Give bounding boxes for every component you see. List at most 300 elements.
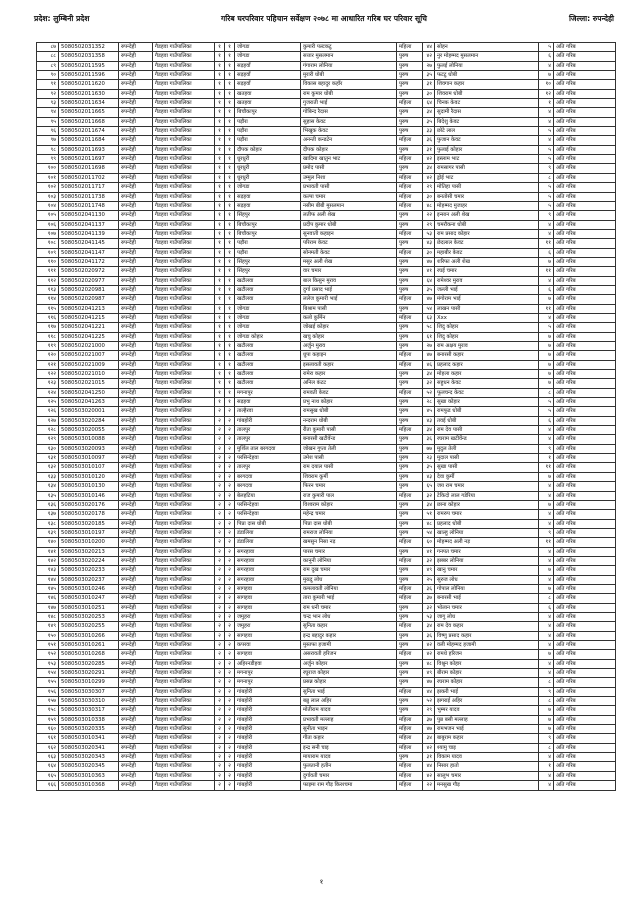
household-head-cell: अर्जुन मुराव <box>301 342 397 351</box>
district-cell: रुपन्देही <box>119 248 153 257</box>
poverty-category-cell: अति गरिब <box>554 547 616 556</box>
ward-cell: २ <box>215 762 225 771</box>
table-row <box>37 444 616 453</box>
district-cell: रुपन्देही <box>119 201 153 210</box>
ward-number-cell: २ <box>225 603 235 612</box>
serial-number-cell: ८८ <box>37 52 59 61</box>
respondent-cell: मुदुल तेली <box>435 444 539 453</box>
municipality-cell: गैडहवा गाउँपालिका <box>153 416 215 425</box>
serial-number-cell: ८७ <box>37 43 59 52</box>
score-cell: ७ <box>539 706 554 715</box>
table-row <box>37 612 616 621</box>
page-header <box>34 14 614 30</box>
ward-number-cell: १ <box>225 192 235 201</box>
ward-cell: २ <box>215 697 225 706</box>
district-cell: रुपन्देही <box>119 706 153 715</box>
gender-cell: महिला <box>397 43 423 52</box>
respondent-cell: खानु चमार <box>435 566 539 575</box>
household-id-cell: 5080503020233 <box>59 566 119 575</box>
district-cell: रुपन्देही <box>119 99 153 108</box>
age-cell: ६० <box>423 538 435 547</box>
serial-number-cell: ११२ <box>37 276 59 285</box>
table-row <box>37 622 616 631</box>
ward-number-cell: १ <box>225 43 235 52</box>
ward-number-cell: २ <box>225 510 235 519</box>
household-head-cell: राम कुमार धोबी <box>301 89 397 98</box>
district-cell: रुपन्देही <box>119 52 153 61</box>
age-cell: ४९ <box>423 669 435 678</box>
poverty-category-cell: अति गरिब <box>554 370 616 379</box>
respondent-cell: शिवगान कहार <box>435 80 539 89</box>
ward-cell: २ <box>215 715 225 724</box>
gender-cell: पुरुष <box>397 482 423 491</box>
score-cell: ६ <box>539 416 554 425</box>
gender-cell: महिला <box>397 229 423 238</box>
household-id-cell: 5080502011596 <box>59 71 119 80</box>
serial-number-cell: १६४ <box>37 762 59 771</box>
ward-number-cell: २ <box>225 426 235 435</box>
table-row <box>37 781 616 790</box>
respondent-cell: रामधे हरिजन <box>435 650 539 659</box>
table-row <box>37 510 616 519</box>
household-head-cell: राज कुमारी पाल <box>301 491 397 500</box>
district-cell: रुपन्देही <box>119 276 153 285</box>
household-head-cell: बाल किसुन मुराव <box>301 276 397 285</box>
gender-cell: महिला <box>397 248 423 257</box>
household-head-cell: पारस चमार <box>301 547 397 556</box>
tole-cell: पिप्रा दास धोबी <box>235 519 301 528</box>
poverty-category-cell: अति गरिब <box>554 295 616 304</box>
household-head-cell: फिरन चमार <box>301 482 397 491</box>
age-cell: ४७ <box>423 351 435 360</box>
serial-number-cell: १२९ <box>37 435 59 444</box>
table-row <box>37 500 616 509</box>
gender-cell: पुरुष <box>397 669 423 678</box>
score-cell: ११ <box>539 538 554 547</box>
ward-cell: २ <box>215 472 225 481</box>
ward-cell: १ <box>215 108 225 117</box>
ward-number-cell: २ <box>225 407 235 416</box>
gender-cell: पुरुष <box>397 117 423 126</box>
gender-cell: पुरुष <box>397 342 423 351</box>
ward-cell: १ <box>215 220 225 229</box>
household-head-cell: सुनवाती कहाइन <box>301 229 397 238</box>
table-row <box>37 99 616 108</box>
table-row <box>37 454 616 463</box>
poverty-category-cell: अति गरिब <box>554 472 616 481</box>
household-id-cell: 5080502041130 <box>59 211 119 220</box>
serial-number-cell: १०३ <box>37 192 59 201</box>
gender-cell: पुरुष <box>397 612 423 621</box>
household-head-cell: परिराम केवट <box>301 239 397 248</box>
tole-cell: सिंहपुर <box>235 267 301 276</box>
municipality-cell: गैडहवा गाउँपालिका <box>153 547 215 556</box>
table-row <box>37 753 616 762</box>
score-cell: ९ <box>539 211 554 220</box>
score-cell: ७ <box>539 332 554 341</box>
household-head-cell: मुस्तफा हजामी <box>301 641 397 650</box>
table-row <box>37 771 616 780</box>
age-cell: २५ <box>423 575 435 584</box>
ward-cell: १ <box>215 342 225 351</box>
household-id-cell: 5080502041263 <box>59 398 119 407</box>
district-cell: रुपन्देही <box>119 192 153 201</box>
score-cell: ४ <box>539 547 554 556</box>
tole-cell: परसिन्देहवा <box>235 454 301 463</box>
tole-cell: गांबहोरी <box>235 725 301 734</box>
ward-cell: १ <box>215 71 225 80</box>
tole-cell: खटौलवा <box>235 360 301 369</box>
ward-number-cell: २ <box>225 706 235 715</box>
municipality-cell: गैडहवा गाउँपालिका <box>153 360 215 369</box>
respondent-cell: जागु लोध <box>435 612 539 621</box>
respondent-cell: रघई चमार <box>435 267 539 276</box>
household-head-cell: विकास बहादुर कहाँर <box>301 80 397 89</box>
district-cell: रुपन्देही <box>119 257 153 266</box>
age-cell: ४२ <box>423 743 435 752</box>
serial-number-cell: ९८ <box>37 145 59 154</box>
ward-cell: २ <box>215 706 225 715</box>
score-cell: ९ <box>539 528 554 537</box>
respondent-cell: राम देव कहार <box>435 622 539 631</box>
serial-number-cell: १२३ <box>37 379 59 388</box>
poverty-category-cell: अति गरिब <box>554 407 616 416</box>
ward-cell: २ <box>215 528 225 537</box>
table-row <box>37 173 616 182</box>
respondent-cell: मंगोराम भाई <box>435 295 539 304</box>
score-cell: ८ <box>539 743 554 752</box>
serial-number-cell: १०६ <box>37 220 59 229</box>
district-cell: रुपन्देही <box>119 398 153 407</box>
municipality-cell: गैडहवा गाउँपालिका <box>153 444 215 453</box>
age-cell: ५१ <box>423 510 435 519</box>
score-cell: ५ <box>539 127 554 136</box>
score-cell: ९ <box>539 164 554 173</box>
district-cell: रुपन्देही <box>119 584 153 593</box>
municipality-cell: गैडहवा गाउँपालिका <box>153 89 215 98</box>
score-cell: ७ <box>539 360 554 369</box>
table-row <box>37 342 616 351</box>
table-row <box>37 388 616 397</box>
household-id-cell: 5080503020093 <box>59 444 119 453</box>
municipality-cell: गैडहवा गाउँपालिका <box>153 407 215 416</box>
poverty-category-cell: अति गरिब <box>554 136 616 145</box>
tole-cell: तालपुर <box>235 463 301 472</box>
municipality-cell: गैडहवा गाउँपालिका <box>153 192 215 201</box>
district-cell: रुपन्देही <box>119 164 153 173</box>
age-cell: ६५ <box>423 482 435 491</box>
municipality-cell: गैडहवा गाउँपालिका <box>153 229 215 238</box>
ward-cell: २ <box>215 538 225 547</box>
household-id-cell: 5080502020972 <box>59 267 119 276</box>
municipality-cell: गैडहवा गाउँपालिका <box>153 510 215 519</box>
gender-cell: महिला <box>397 360 423 369</box>
score-cell: ४ <box>539 556 554 565</box>
district-cell: रुपन्देही <box>119 566 153 575</box>
ward-cell: १ <box>215 61 225 70</box>
table-row <box>37 435 616 444</box>
tole-cell: मगनापुर <box>235 669 301 678</box>
score-cell: ८ <box>539 388 554 397</box>
poverty-category-cell: अति गरिब <box>554 257 616 266</box>
tole-cell: खतहवा <box>235 99 301 108</box>
household-head-cell: कमलावती लोनिया <box>301 584 397 593</box>
district-cell: रुपन्देही <box>119 781 153 790</box>
score-cell: १२ <box>539 89 554 98</box>
serial-number-cell: ११० <box>37 257 59 266</box>
household-head-cell: राम दुख चमार <box>301 566 397 575</box>
ward-number-cell: २ <box>225 743 235 752</box>
household-head-cell: कलो कुर्मिन <box>301 313 397 322</box>
ward-number-cell: २ <box>225 519 235 528</box>
household-id-cell: 5080502011674 <box>59 127 119 136</box>
respondent-cell: सुखा पासी <box>435 463 539 472</box>
respondent-cell: भोलान चमार <box>435 603 539 612</box>
ward-number-cell: १ <box>225 108 235 117</box>
respondent-cell: रामेश्वर मुराव <box>435 276 539 285</box>
municipality-cell: गैडहवा गाउँपालिका <box>153 491 215 500</box>
score-cell: ४ <box>539 575 554 584</box>
tole-cell: सागहवा <box>235 594 301 603</box>
table-row <box>37 463 616 472</box>
respondent-cell: बनारसी कहार <box>435 351 539 360</box>
ward-cell: २ <box>215 584 225 593</box>
household-head-cell: जोखन गुप्ता तेली <box>301 444 397 453</box>
tole-cell: जोगडा <box>235 52 301 61</box>
ward-number-cell: २ <box>225 594 235 603</box>
gender-cell: महिला <box>397 192 423 201</box>
ward-cell: १ <box>215 248 225 257</box>
serial-number-cell: १५४ <box>37 669 59 678</box>
age-cell: ३६ <box>423 631 435 640</box>
tole-cell: गांबहोरी <box>235 743 301 752</box>
respondent-cell: मुदाल पासी <box>435 454 539 463</box>
household-head-cell: प्रमोद पासी <box>301 164 397 173</box>
tole-cell: सगरहावा <box>235 547 301 556</box>
household-id-cell: 5080503020001 <box>59 407 119 416</box>
ward-number-cell: १ <box>225 267 235 276</box>
ward-number-cell: २ <box>225 566 235 575</box>
household-id-cell: 5080503010368 <box>59 781 119 790</box>
household-head-cell: रामसुख धोबी <box>301 407 397 416</box>
respondent-cell: चिनक केवट <box>435 99 539 108</box>
score-cell: ४ <box>539 631 554 640</box>
table-row <box>37 472 616 481</box>
table-row <box>37 248 616 257</box>
ward-cell: २ <box>215 678 225 687</box>
ward-number-cell: १ <box>225 388 235 397</box>
table-row <box>37 407 616 416</box>
serial-number-cell: १६२ <box>37 743 59 752</box>
respondent-cell: रामफुड धोबी <box>435 407 539 416</box>
gender-cell: पुरुष <box>397 641 423 650</box>
poverty-category-cell: अति गरिब <box>554 603 616 612</box>
district-cell: रुपन्देही <box>119 388 153 397</box>
score-cell: ४ <box>539 519 554 528</box>
municipality-cell: गैडहवा गाउँपालिका <box>153 528 215 537</box>
municipality-cell: गैडहवा गाउँपालिका <box>153 687 215 696</box>
score-cell: ५ <box>539 398 554 407</box>
score-cell: ६ <box>539 603 554 612</box>
ward-number-cell: १ <box>225 71 235 80</box>
household-head-cell: रामेरा कहार <box>301 370 397 379</box>
gender-cell: पुरुष <box>397 379 423 388</box>
district-cell: रुपन्देही <box>119 547 153 556</box>
poverty-category-cell: अति गरिब <box>554 538 616 547</box>
respondent-cell: रघराम खटीवेंन्ड <box>435 435 539 444</box>
table-row <box>37 192 616 201</box>
household-head-cell: इन्द्र सनी चाइ <box>301 743 397 752</box>
gender-cell: महिला <box>397 725 423 734</box>
age-cell: ५४ <box>423 304 435 313</box>
score-cell: ७ <box>539 500 554 509</box>
respondent-cell: विकाम यादव <box>435 753 539 762</box>
district-cell: रुपन्देही <box>119 594 153 603</box>
municipality-cell: गैडहवा गाउँपालिका <box>153 71 215 80</box>
age-cell: ४७ <box>423 678 435 687</box>
gender-cell: महिला <box>397 99 423 108</box>
tole-cell: बिचौकापुर <box>235 220 301 229</box>
score-cell: ७ <box>539 725 554 734</box>
ward-cell: २ <box>215 482 225 491</box>
table-row <box>37 304 616 313</box>
poverty-category-cell: अति गरिब <box>554 71 616 80</box>
poverty-category-cell: अति गरिब <box>554 650 616 659</box>
ward-cell: १ <box>215 80 225 89</box>
age-cell: ४३ <box>423 416 435 425</box>
ward-cell: १ <box>215 173 225 182</box>
ward-cell: २ <box>215 491 225 500</box>
score-cell: ९ <box>539 734 554 743</box>
ward-number-cell: १ <box>225 360 235 369</box>
household-head-cell: रामराज लोनिया <box>301 528 397 537</box>
municipality-cell: गैडहवा गाउँपालिका <box>153 584 215 593</box>
poverty-category-cell: अति गरिब <box>554 323 616 332</box>
respondent-cell: जल्ली भाई <box>435 285 539 294</box>
household-head-cell: सुनिता कहार <box>301 622 397 631</box>
age-cell: २८ <box>423 398 435 407</box>
district-cell: रुपन्देही <box>119 734 153 743</box>
tole-cell: पड़ौरा <box>235 136 301 145</box>
household-head-cell: प्रभावती पासी <box>301 183 397 192</box>
household-head-cell: ललेज कुमारी भाई <box>301 295 397 304</box>
poverty-category-cell: अति गरिब <box>554 398 616 407</box>
serial-number-cell: १५२ <box>37 650 59 659</box>
serial-number-cell: १३० <box>37 444 59 453</box>
tole-cell: मुर्शिल ताल बरगदवा <box>235 444 301 453</box>
gender-cell: पुरुष <box>397 108 423 117</box>
municipality-cell: गैडहवा गाउँपालिका <box>153 257 215 266</box>
ward-number-cell: २ <box>225 650 235 659</box>
respondent-cell: भुम्मर यादव <box>435 706 539 715</box>
municipality-cell: गैडहवा गाउँपालिका <box>153 538 215 547</box>
table-row <box>37 416 616 425</box>
poverty-category-cell: अति गरिब <box>554 734 616 743</box>
serial-number-cell: १५७ <box>37 697 59 706</box>
tole-cell: गांबहोरी <box>235 734 301 743</box>
district-cell: रुपन्देही <box>119 229 153 238</box>
gender-cell: महिला <box>397 491 423 500</box>
tole-cell: गांबहोरी <box>235 416 301 425</box>
age-cell: ३७ <box>423 594 435 603</box>
serial-number-cell: ९९ <box>37 155 59 164</box>
ward-cell: १ <box>215 267 225 276</box>
score-cell: ४ <box>539 781 554 790</box>
municipality-cell: गैडहवा गाउँपालिका <box>153 566 215 575</box>
ward-number-cell: १ <box>225 398 235 407</box>
municipality-cell: गैडहवा गाउँपालिका <box>153 463 215 472</box>
serial-number-cell: १३८ <box>37 519 59 528</box>
ward-number-cell: २ <box>225 556 235 565</box>
table-row <box>37 631 616 640</box>
respondent-cell: मोहम्मद मुजाहर <box>435 201 539 210</box>
household-id-cell: 5080503010197 <box>59 528 119 537</box>
poverty-category-cell: अति गरिब <box>554 725 616 734</box>
ward-cell: २ <box>215 435 225 444</box>
household-id-cell: 5080502011620 <box>59 80 119 89</box>
household-id-cell: 5080503010088 <box>59 435 119 444</box>
municipality-cell: गैडहवा गाउँपालिका <box>153 398 215 407</box>
document-title: गरिब घरपरिवार पहिचान सर्वेक्षण २०७८ मा आधारित गरिब घर परिवार सूचि <box>221 14 427 23</box>
district-cell: रुपन्देही <box>119 360 153 369</box>
gender-cell: पुरुष <box>397 276 423 285</box>
table-row <box>37 267 616 276</box>
respondent-cell: सुदामी रैदास <box>435 108 539 117</box>
household-head-cell: गीता कहार <box>301 734 397 743</box>
ward-cell: २ <box>215 753 225 762</box>
serial-number-cell: १०५ <box>37 211 59 220</box>
table-row <box>37 650 616 659</box>
municipality-cell: गैडहवा गाउँपालिका <box>153 323 215 332</box>
poverty-category-cell: अति गरिब <box>554 99 616 108</box>
gender-cell: पुरुष <box>397 89 423 98</box>
gender-cell: महिला <box>397 183 423 192</box>
gender-cell: पुरुष <box>397 454 423 463</box>
gender-cell: पुरुष <box>397 528 423 537</box>
age-cell: २९ <box>423 183 435 192</box>
ward-cell: १ <box>215 211 225 220</box>
respondent-cell: फुलाई कोहार <box>435 145 539 154</box>
district-cell: रुपन्देही <box>119 650 153 659</box>
respondent-cell: महाबीर केवट <box>435 248 539 257</box>
household-id-cell: 5080503030317 <box>59 706 119 715</box>
district-cell: रुपन्देही <box>119 603 153 612</box>
municipality-cell: गैडहवा गाउँपालिका <box>153 201 215 210</box>
respondent-cell: खाल्हु लोनिया <box>435 528 539 537</box>
ward-number-cell: २ <box>225 697 235 706</box>
serial-number-cell: १४६ <box>37 594 59 603</box>
ward-cell: २ <box>215 575 225 584</box>
ward-cell: २ <box>215 454 225 463</box>
municipality-cell: गैडहवा गाउँपालिका <box>153 127 215 136</box>
poverty-category-cell: अति गरिब <box>554 276 616 285</box>
respondent-cell: सुरुज लोध <box>435 575 539 584</box>
poverty-category-cell: अति गरिब <box>554 388 616 397</box>
serial-number-cell: १६६ <box>37 781 59 790</box>
household-id-cell: 5080503010299 <box>59 678 119 687</box>
gender-cell: पुरुष <box>397 500 423 509</box>
age-cell: ३६ <box>423 435 435 444</box>
ward-cell: २ <box>215 566 225 575</box>
gender-cell: महिला <box>397 351 423 360</box>
municipality-cell: गैडहवा गाउँपालिका <box>153 351 215 360</box>
score-cell: ५ <box>539 43 554 52</box>
household-id-cell: 5080503010247 <box>59 594 119 603</box>
gender-cell: महिला <box>397 771 423 780</box>
municipality-cell: गैडहवा गाउँपालिका <box>153 725 215 734</box>
gender-cell: पुरुष <box>397 510 423 519</box>
ward-cell: २ <box>215 519 225 528</box>
